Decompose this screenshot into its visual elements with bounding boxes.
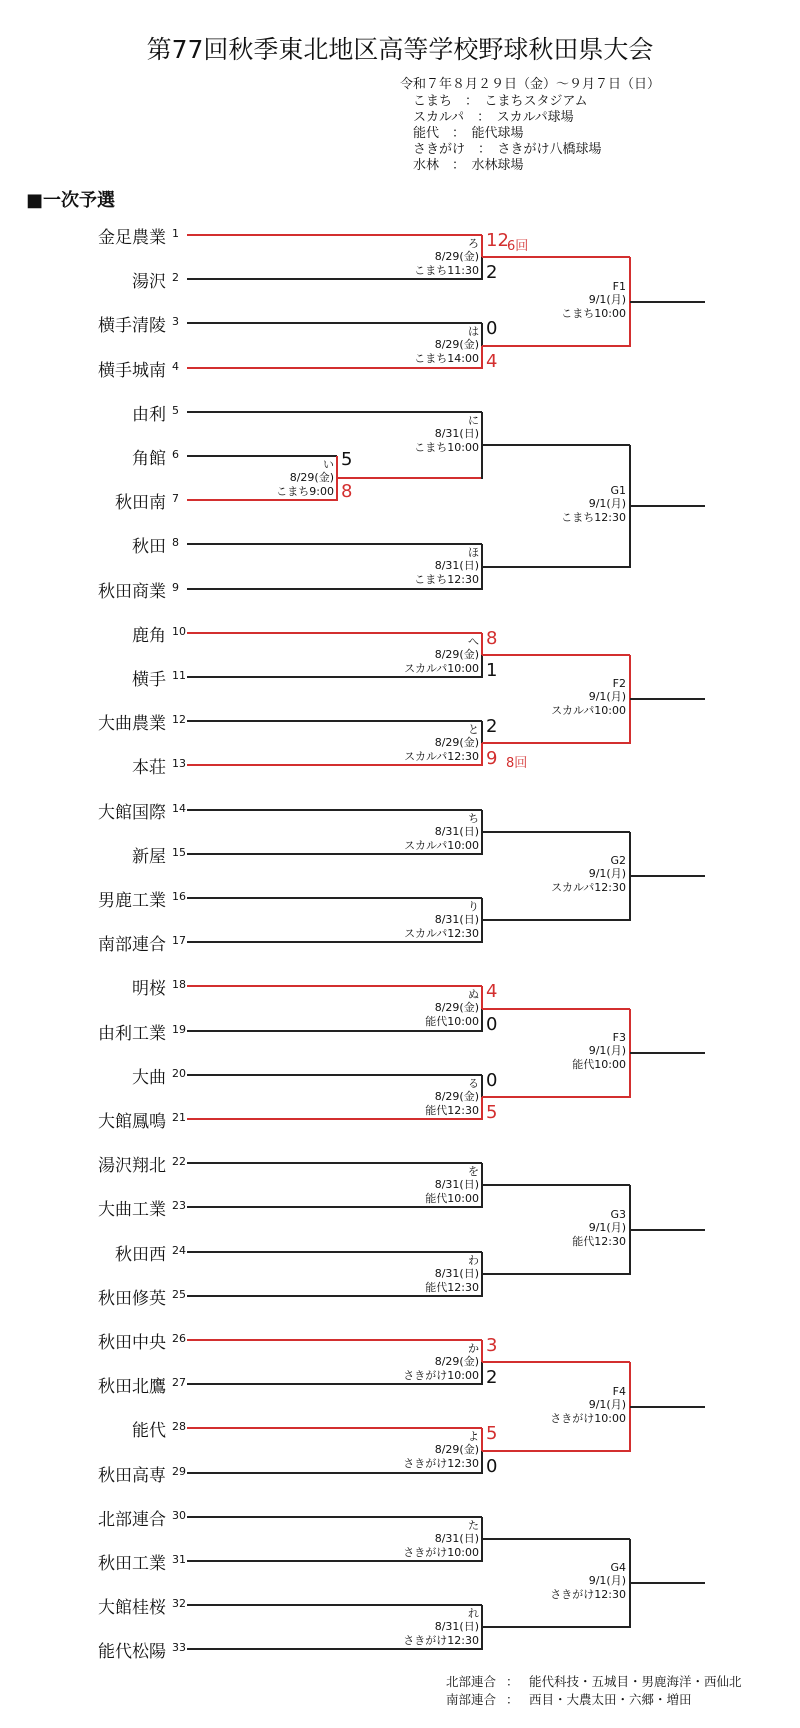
bracket-line: [481, 323, 483, 347]
team-name: 大曲工業: [98, 1200, 166, 1220]
team-seed-number: 32: [172, 1597, 186, 1610]
final-game-label: [572, 1031, 626, 1071]
score-bottom: 5: [486, 1102, 498, 1123]
bracket-line: [482, 444, 630, 446]
venue-komachi: こまち ： こまちスタジアム: [413, 94, 588, 109]
bracket-line: [187, 897, 482, 899]
bracket-line: [187, 764, 482, 766]
game-date: 8/31(日): [434, 1620, 479, 1634]
final-game-label: [551, 854, 626, 894]
footer-north-label: 北部連合: [446, 1674, 497, 1689]
team-seed-number: 24: [172, 1244, 186, 1257]
game-venue-time: 能代10:00: [425, 1014, 479, 1028]
final-venue-time: こまち10:00: [561, 306, 626, 320]
game-venue-time: さきがけ12:30: [403, 1633, 479, 1647]
game-id: わ: [468, 1254, 479, 1267]
score-bottom: 0: [486, 1456, 498, 1477]
team-name: 角館: [132, 449, 166, 469]
game-date: 8/31(日): [434, 1532, 479, 1546]
game-id: か: [468, 1342, 479, 1355]
team-name: 横手城南: [98, 361, 166, 381]
team-seed-number: 5: [172, 404, 179, 417]
final-id: F3: [612, 1031, 626, 1044]
team-seed-number: 23: [172, 1199, 186, 1212]
game-venue-time: 能代10:00: [425, 1191, 479, 1205]
team-seed-number: 4: [172, 360, 179, 373]
game-date: 8/31(日): [434, 913, 479, 927]
bracket-line: [482, 1626, 630, 1628]
bracket-line-final: [630, 1229, 705, 1231]
final-date: 9/1(月): [588, 1044, 626, 1058]
game-label: [414, 237, 479, 277]
game-label: [403, 1342, 479, 1382]
team-seed-number: 13: [172, 757, 186, 770]
final-id: G2: [610, 854, 626, 867]
game-label: [404, 635, 479, 675]
bracket-line: [481, 655, 483, 678]
team-seed-number: 33: [172, 1641, 186, 1654]
game-venue-time: スカルパ10:00: [404, 661, 479, 675]
bracket-line-final: [630, 301, 705, 303]
bracket-line: [482, 742, 630, 744]
venue-noshiro: 能代 ： 能代球場: [413, 126, 524, 141]
final-id: F4: [612, 1385, 626, 1398]
team-seed-number: 15: [172, 846, 186, 859]
bracket-line: [187, 499, 337, 501]
final-date: 9/1(月): [588, 293, 626, 307]
bracket-line: [481, 743, 483, 766]
venue-mizubayashi: 水林 ： 水林球場: [413, 158, 524, 173]
team-name: 金足農業: [98, 228, 166, 248]
game-venue-time: スカルパ12:30: [404, 926, 479, 940]
bracket-line: [481, 235, 483, 258]
team-name: 大曲農業: [98, 714, 166, 734]
bracket-line: [337, 477, 482, 479]
bracket-line: [481, 1362, 483, 1385]
section-title: ■一次予選: [26, 190, 116, 211]
score-top: 8: [486, 628, 498, 649]
game-label: [404, 900, 479, 940]
game-venue-time: 能代12:30: [425, 1103, 479, 1117]
game-label: [425, 1165, 479, 1205]
bracket-line: [482, 1538, 630, 1540]
game-date: 8/31(日): [434, 559, 479, 573]
final-date: 9/1(月): [588, 690, 626, 704]
game-venue-time: 能代12:30: [425, 1280, 479, 1294]
final-venue-time: さきがけ12:30: [550, 1587, 626, 1601]
bracket-line: [187, 1074, 482, 1076]
score-bottom: 0: [486, 1014, 498, 1035]
bracket-line: [187, 1383, 482, 1385]
game-label: [414, 325, 479, 365]
team-seed-number: 16: [172, 890, 186, 903]
game-venue-time: スカルパ10:00: [404, 838, 479, 852]
team-name: 本荘: [132, 758, 166, 778]
bracket-line: [482, 1361, 630, 1363]
game-venue-time: さきがけ12:30: [403, 1456, 479, 1470]
team-seed-number: 28: [172, 1420, 186, 1433]
venue-scarpa: スカルパ ： スカルパ球場: [413, 110, 574, 125]
bracket-line: [481, 1340, 483, 1363]
team-name: 明桜: [132, 979, 166, 999]
bracket-line: [187, 720, 482, 722]
bracket-line-final: [630, 1582, 705, 1584]
bracket-line: [481, 1428, 483, 1452]
final-venue-time: スカルパ10:00: [551, 703, 626, 717]
bracket-line: [187, 543, 482, 545]
game-id: る: [468, 1077, 479, 1090]
bracket-line: [187, 1516, 482, 1518]
footer-south-members: 西目・大農太田・六郷・増田: [529, 1692, 692, 1707]
final-id: G1: [610, 484, 626, 497]
bracket-line: [481, 1075, 483, 1098]
game-label: [404, 723, 479, 763]
team-seed-number: 8: [172, 536, 179, 549]
score-bottom: 8: [341, 481, 353, 502]
game-venue-time: こまち14:00: [414, 351, 479, 365]
score-top: 2: [486, 716, 498, 737]
game-label: [403, 1607, 479, 1647]
team-name: 秋田商業: [98, 582, 166, 602]
team-seed-number: 29: [172, 1465, 186, 1478]
game-label: [404, 812, 479, 852]
bracket-line: [187, 411, 482, 413]
game-date: 8/31(日): [434, 427, 479, 441]
bracket-line: [482, 831, 630, 833]
team-name: 秋田工業: [98, 1554, 166, 1574]
game-label: [425, 1077, 479, 1117]
bracket-line: [482, 256, 630, 258]
game-id: よ: [468, 1430, 479, 1443]
team-seed-number: 12: [172, 713, 186, 726]
bracket-line: [482, 919, 630, 921]
game-id: い: [323, 458, 334, 471]
bracket-line: [187, 588, 482, 590]
final-venue-time: 能代10:00: [572, 1057, 626, 1071]
game-date: 8/31(日): [434, 825, 479, 839]
game-date: 8/29(金): [434, 736, 479, 750]
final-venue-time: スカルパ12:30: [551, 880, 626, 894]
bracket-line: [187, 1206, 482, 1208]
final-venue-time: さきがけ10:00: [550, 1411, 626, 1425]
score-top: 5: [341, 449, 353, 470]
bracket-line: [187, 234, 482, 236]
team-seed-number: 22: [172, 1155, 186, 1168]
final-game-label: [550, 1385, 626, 1425]
team-name: 横手: [132, 670, 166, 690]
score-top: 5: [486, 1423, 498, 1444]
game-venue-time: こまち9:00: [276, 484, 334, 498]
game-venue-time: さきがけ10:00: [403, 1545, 479, 1559]
final-id: F2: [612, 677, 626, 690]
game-label: [414, 546, 479, 586]
bracket-line: [187, 1648, 482, 1650]
bracket-line: [187, 1427, 482, 1429]
final-game-label: [551, 677, 626, 717]
team-name: 湯沢翔北: [98, 1156, 166, 1176]
final-id: G4: [610, 1561, 626, 1574]
final-game-label: [561, 484, 626, 524]
final-id: G3: [610, 1208, 626, 1221]
final-game-label: [561, 280, 626, 320]
score-top: 4: [486, 981, 498, 1002]
team-seed-number: 27: [172, 1376, 186, 1389]
inning-note: 6回: [507, 239, 529, 254]
game-id: ほ: [468, 546, 479, 559]
game-id: り: [468, 900, 479, 913]
bracket-line: [482, 345, 630, 347]
final-game-label: [572, 1208, 626, 1248]
score-bottom: 1: [486, 660, 498, 681]
team-name: 北部連合: [98, 1510, 166, 1530]
team-name: 秋田西: [115, 1245, 166, 1265]
team-name: 秋田修英: [98, 1289, 166, 1309]
bracket-line: [187, 941, 482, 943]
game-id: ろ: [468, 237, 479, 250]
game-id: ち: [468, 812, 479, 825]
team-seed-number: 25: [172, 1288, 186, 1301]
team-seed-number: 30: [172, 1509, 186, 1522]
game-venue-time: さきがけ10:00: [403, 1368, 479, 1382]
bracket-line: [187, 1339, 482, 1341]
team-seed-number: 11: [172, 669, 186, 682]
footer-south-label: 南部連合: [446, 1692, 497, 1707]
game-date: 8/31(日): [434, 1178, 479, 1192]
game-id: と: [468, 723, 479, 736]
bracket-line: [482, 566, 630, 568]
team-name: 能代: [132, 1421, 166, 1441]
team-name: 秋田中央: [98, 1333, 166, 1353]
game-venue-time: スカルパ12:30: [404, 749, 479, 763]
team-seed-number: 9: [172, 581, 179, 594]
game-id: に: [468, 414, 479, 427]
team-name: 大館鳳鳴: [98, 1112, 166, 1132]
bracket-line: [481, 721, 483, 744]
team-name: 南部連合: [98, 935, 166, 955]
bracket-line: [482, 1450, 630, 1452]
bracket-line: [187, 367, 482, 369]
score-top: 12: [486, 230, 509, 251]
bracket-line-final: [630, 1406, 705, 1408]
tournament-dates: 令和７年８月２９日（金）～９月７日（日）: [400, 77, 661, 92]
bracket-line: [481, 1097, 483, 1120]
game-id: ぬ: [468, 988, 479, 1001]
bracket-line-final: [630, 1052, 705, 1054]
venue-sakigake: さきがけ ： さきがけ八橋球場: [413, 142, 602, 157]
score-top: 0: [486, 1070, 498, 1091]
final-date: 9/1(月): [588, 497, 626, 511]
bracket-line: [187, 1604, 482, 1606]
bracket-line-final: [630, 698, 705, 700]
bracket-line: [187, 632, 482, 634]
team-name: 大館桂桜: [98, 1598, 166, 1618]
bracket-line: [187, 985, 482, 987]
bracket-line: [187, 809, 482, 811]
bracket-line-final: [630, 505, 705, 507]
bracket-line: [187, 853, 482, 855]
game-venue-time: こまち12:30: [414, 572, 479, 586]
game-id: へ: [468, 635, 479, 648]
bracket-line: [481, 1451, 483, 1474]
bracket-line: [482, 1008, 630, 1010]
team-name: 能代松陽: [98, 1642, 166, 1662]
footer-north-members: 能代科技・五城目・男鹿海洋・西仙北: [529, 1674, 742, 1689]
final-venue-time: 能代12:30: [572, 1234, 626, 1248]
team-seed-number: 21: [172, 1111, 186, 1124]
bracket-line-final: [630, 875, 705, 877]
team-name: 鹿角: [132, 626, 166, 646]
team-name: 男鹿工業: [98, 891, 166, 911]
bracket-line: [482, 654, 630, 656]
team-name: 由利: [132, 405, 166, 425]
final-date: 9/1(月): [588, 1574, 626, 1588]
bracket-line: [482, 1096, 630, 1098]
bracket-line: [187, 455, 337, 457]
game-id: は: [468, 325, 479, 338]
team-seed-number: 19: [172, 1023, 186, 1036]
game-label: [276, 458, 334, 498]
game-date: 8/29(金): [434, 648, 479, 662]
team-name: 湯沢: [132, 272, 166, 292]
bracket-line: [187, 1560, 482, 1562]
game-date: 8/29(金): [289, 471, 334, 485]
team-seed-number: 26: [172, 1332, 186, 1345]
team-name: 秋田: [132, 537, 166, 557]
bracket-line: [481, 986, 483, 1010]
bracket-line: [187, 1030, 482, 1032]
game-label: [403, 1519, 479, 1559]
bracket-line: [481, 633, 483, 656]
team-name: 秋田高専: [98, 1466, 166, 1486]
page-title: 第77回秋季東北地区高等学校野球秋田県大会: [146, 35, 654, 64]
team-seed-number: 18: [172, 978, 186, 991]
bracket-line: [481, 257, 483, 280]
game-id: た: [468, 1519, 479, 1532]
bracket-line: [187, 1295, 482, 1297]
game-venue-time: こまち10:00: [414, 440, 479, 454]
team-seed-number: 1: [172, 227, 179, 240]
bracket-line: [187, 278, 482, 280]
game-date: 8/29(金): [434, 1355, 479, 1369]
footer-north-sep: ：: [506, 1674, 519, 1689]
game-venue-time: こまち11:30: [414, 263, 479, 277]
team-name: 横手清陵: [98, 316, 166, 336]
game-id: を: [468, 1165, 479, 1178]
game-date: 8/29(金): [434, 1001, 479, 1015]
final-venue-time: こまち12:30: [561, 510, 626, 524]
team-name: 秋田南: [115, 493, 166, 513]
bracket-line: [481, 346, 483, 369]
team-seed-number: 10: [172, 625, 186, 638]
final-date: 9/1(月): [588, 1398, 626, 1412]
game-label: [414, 414, 479, 454]
footer-south-sep: ：: [506, 1692, 519, 1707]
team-name: 由利工業: [98, 1024, 166, 1044]
score-bottom: 2: [486, 1367, 498, 1388]
final-date: 9/1(月): [588, 867, 626, 881]
bracket-line: [482, 1184, 630, 1186]
bracket-line: [187, 322, 482, 324]
final-game-label: [550, 1561, 626, 1601]
game-date: 8/31(日): [434, 1267, 479, 1281]
team-name: 新屋: [132, 847, 166, 867]
game-id: れ: [468, 1607, 479, 1620]
game-date: 8/29(金): [434, 338, 479, 352]
game-label: [425, 988, 479, 1028]
team-name: 大館国際: [98, 803, 166, 823]
team-seed-number: 17: [172, 934, 186, 947]
game-label: [403, 1430, 479, 1470]
team-name: 大曲: [132, 1068, 166, 1088]
team-seed-number: 14: [172, 802, 186, 815]
score-bottom: 2: [486, 262, 498, 283]
bracket-line: [187, 1162, 482, 1164]
score-top: 0: [486, 318, 498, 339]
score-bottom: 9: [486, 748, 498, 769]
bracket-line: [187, 1251, 482, 1253]
score-top: 3: [486, 1335, 498, 1356]
team-seed-number: 6: [172, 448, 179, 461]
team-seed-number: 31: [172, 1553, 186, 1566]
bracket-line: [187, 1472, 482, 1474]
inning-note: 8回: [506, 756, 528, 771]
bracket-line: [481, 1009, 483, 1032]
team-seed-number: 3: [172, 315, 179, 328]
bracket-line: [187, 676, 482, 678]
team-name: 秋田北鷹: [98, 1377, 166, 1397]
game-date: 8/29(金): [434, 1090, 479, 1104]
game-label: [425, 1254, 479, 1294]
final-id: F1: [612, 280, 626, 293]
bracket-line: [187, 1118, 482, 1120]
game-date: 8/29(金): [434, 1443, 479, 1457]
final-date: 9/1(月): [588, 1221, 626, 1235]
team-seed-number: 20: [172, 1067, 186, 1080]
score-bottom: 4: [486, 351, 498, 372]
team-seed-number: 7: [172, 492, 179, 505]
bracket-line: [482, 1273, 630, 1275]
game-date: 8/29(金): [434, 250, 479, 264]
team-seed-number: 2: [172, 271, 179, 284]
